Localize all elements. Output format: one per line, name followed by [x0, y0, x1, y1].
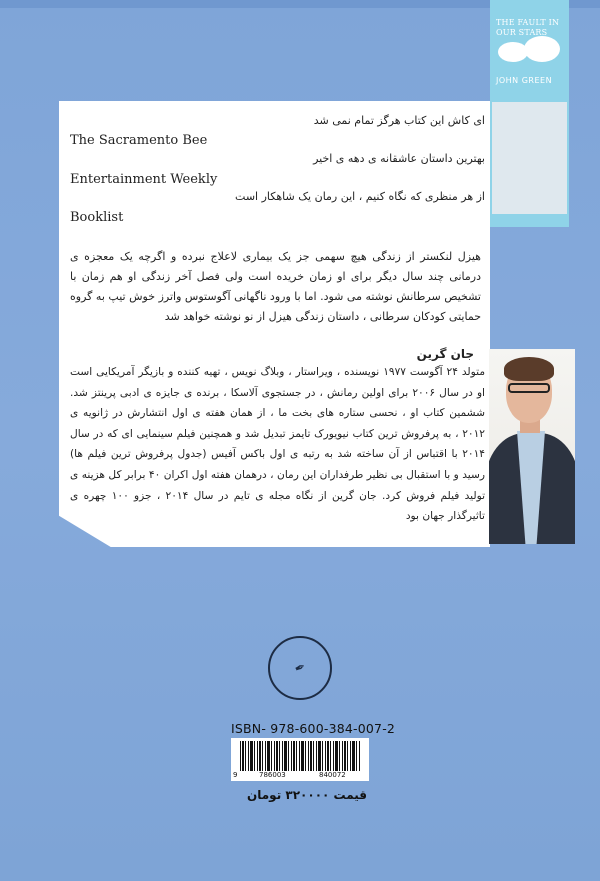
publisher-logo-icon	[268, 636, 332, 700]
thumbnail-lower	[492, 102, 567, 214]
barcode	[231, 738, 369, 781]
cloud-icon	[524, 36, 560, 62]
review-source-2: Entertainment Weekly	[70, 172, 218, 187]
review-quote-1: ای کاش این کتاب هرگز تمام نمی شد	[313, 114, 485, 127]
barcode-digit-lead: 9	[233, 771, 238, 779]
photo-glasses	[508, 383, 550, 393]
review-quote-3: از هر منظری که نگاه کنیم ، این رمان یک شاهکار است	[235, 190, 485, 203]
barcode-digits-right: 840072	[319, 771, 346, 779]
barcode-bars	[240, 741, 360, 771]
isbn-text: ISBN- 978-600-384-007-2	[231, 721, 396, 736]
photo-hair	[504, 357, 554, 381]
publisher-logo-mark: ✒	[291, 658, 309, 678]
review-source-1: The Sacramento Bee	[70, 133, 208, 148]
thumbnail-author: JOHN GREEN	[496, 76, 553, 85]
barcode-digits-left: 786003	[259, 771, 286, 779]
author-photo	[489, 349, 575, 544]
author-name-heading: جان گرین	[416, 347, 474, 361]
book-cover-thumbnail	[490, 0, 569, 227]
price-label: قیمت ۳۲۰۰۰۰ تومان	[247, 788, 368, 802]
author-bio: متولد ۲۴ آگوست ۱۹۷۷ نویسنده ، ویراستار ، وبلاگ نویس ، تهیه کننده و بازیگر آمریکایی است او در سال ۲۰۰۶ برای اولین رمانش ، در جستجوی آلاسکا ، برنده ی جایزه ی ادبی پرینتز شد. ششمین کتاب او ، نحسی ستاره های بخت ما ، از همان هفته ی اول انتشارش در ژانویه ی ۲۰۱۲ ، به پرفروش ترین کتاب نیویورک تایمز تبدیل شد و همچنین فیلم سینمایی ای که در سال ۲۰۱۴ با اقتباس از آن ساخته شد به رتبه ی اول باکس آفیس (جدول پرفروش ترین فیلم ها) رسید و با استقبال بی نظیر طرفداران این رمان ، درهمان هفته اول اکران ۴۰ برابر کل هزینه ی تولید فیلم فروش کرد. جان گرین از نگاه مجله ی تایم در سال ۲۰۱۴ ، جزو ۱۰۰ چهره ی تاثیرگذار جهان بود	[70, 366, 486, 523]
review-quote-2: بهترین داستان عاشقانه ی دهه ی اخیر	[313, 152, 485, 165]
thumbnail-title: THE FAULT IN OUR STARS	[496, 18, 560, 37]
review-source-3: Booklist	[70, 210, 124, 225]
book-summary: هیزل لنکستر از زندگی هیچ سهمی جز یک بیماری لاعلاج نبرده و اگرچه یک معجزه ی درمانی چند سال دیگر برای او زمان خریده است ولی فصل آخر زندگی او هم زمان با تشخیص سرطانش نوشته می شود. اما با ورود ناگهانی آگوستوس واترز خوش تیپ به گروه حمایتی کودکان سرطانی ، داستان زندگی هیزل از نو نوشته خواهد شد	[70, 250, 481, 323]
